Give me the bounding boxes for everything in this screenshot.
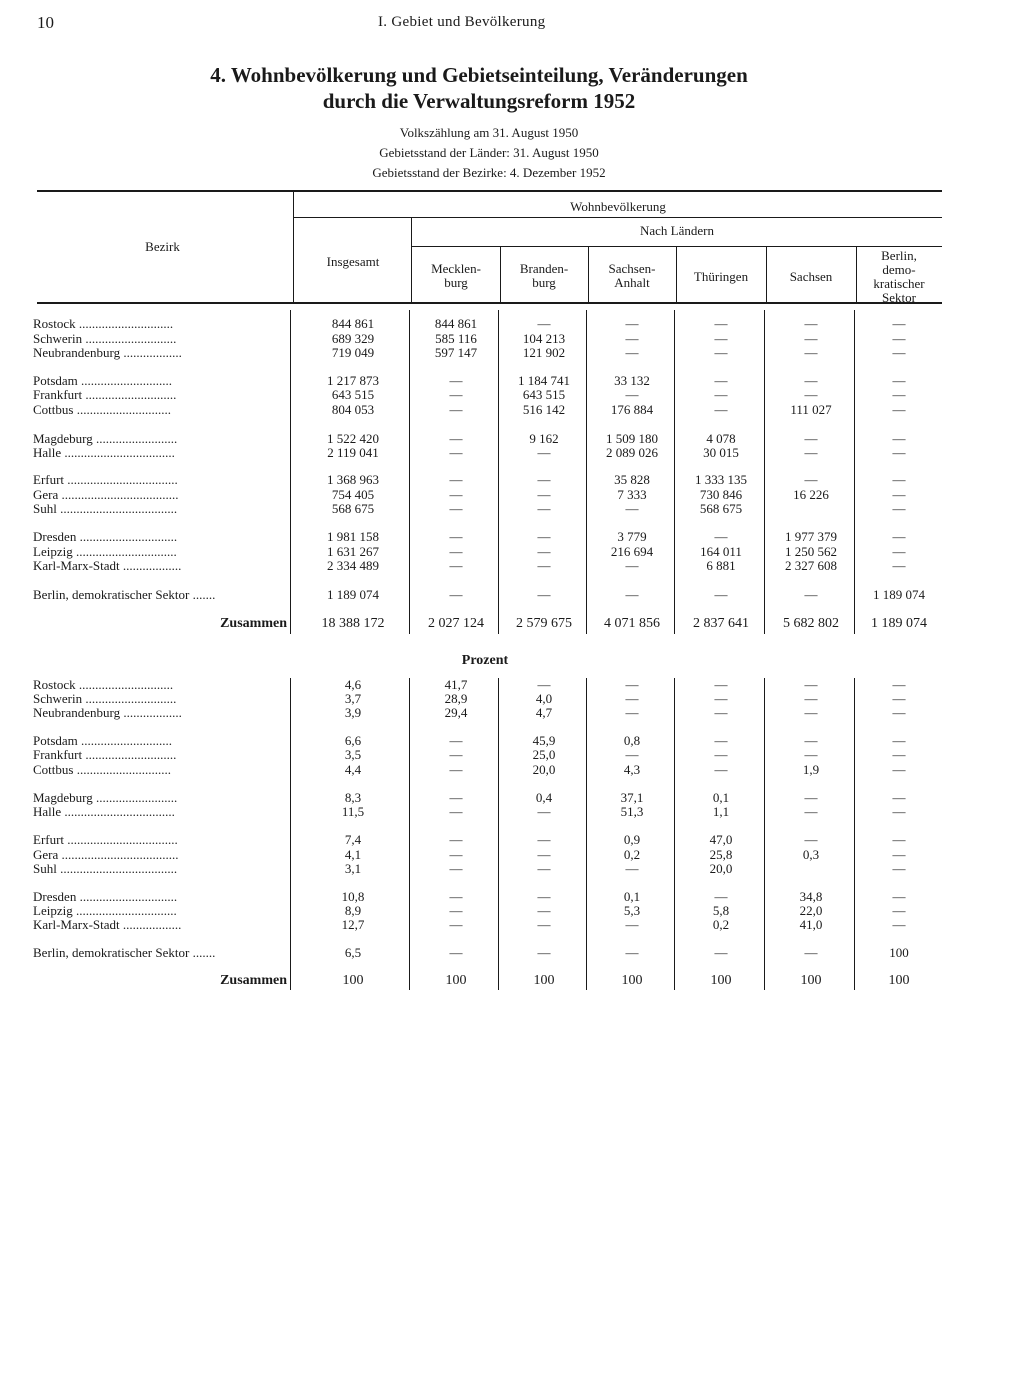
percent-cell-thueringen: 47,0 (709, 832, 733, 847)
percent-cell-thueringen: — (714, 945, 728, 960)
absolute-cell-mecklenburg: 597 147 (434, 345, 478, 360)
absolute-cell-insgesamt: 643 515 (331, 387, 375, 402)
percent-cell-insgesamt: 3,1 (344, 861, 362, 876)
absolute-cell-thueringen: — (714, 587, 728, 602)
absolute-cell-berlin: — (892, 472, 906, 487)
table-title-line-1: 4. Wohnbevölkerung und Gebietseinteilung, Veränderungen (210, 63, 748, 87)
percent-cell-insgesamt: 6,5 (344, 945, 362, 960)
absolute-total-thueringen: 2 837 641 (693, 616, 749, 631)
absolute-row-label: Halle .................................. (33, 446, 175, 460)
percent-row-label: Berlin, demokratischer Sektor ....... (33, 946, 216, 960)
absolute-row-label: Schwerin ............................ (33, 332, 177, 346)
absolute-total-insgesamt: 18 388 172 (321, 616, 385, 631)
absolute-cell-berlin: — (892, 487, 906, 502)
absolute-total-mecklenburg: 2 027 124 (428, 616, 484, 631)
percent-cell-thueringen: — (714, 747, 728, 762)
percent-cell-brandenburg: — (537, 889, 551, 904)
percent-cell-mecklenburg: — (449, 861, 463, 876)
header-nach-laendern: Nach Ländern (640, 223, 714, 238)
header-col-insgesamt: Insgesamt (326, 254, 380, 269)
absolute-row-label: Neubrandenburg .................. (33, 346, 182, 360)
absolute-cell-mecklenburg: 585 116 (435, 331, 477, 346)
header-wohnbevoelkerung: Wohnbevölkerung (570, 199, 666, 214)
percent-row-label: Erfurt .................................. (33, 833, 178, 847)
header-bottom-rule (37, 302, 942, 304)
absolute-cell-berlin: — (892, 345, 906, 360)
percent-row-label: Frankfurt ............................ (33, 748, 177, 762)
percent-row-label: Magdeburg ......................... (33, 791, 178, 805)
absolute-cell-sachsen-anhalt: — (625, 331, 639, 346)
percent-cell-berlin: — (892, 677, 906, 692)
absolute-cell-sachsen: — (804, 331, 818, 346)
header-bezirk: Bezirk (145, 239, 180, 254)
absolute-cell-thueringen: — (714, 316, 728, 331)
percent-cell-sachsen: — (804, 691, 818, 706)
absolute-cell-brandenburg: 121 902 (522, 345, 566, 360)
absolute-cell-thueringen: 4 078 (706, 431, 736, 446)
percent-total-sachsen-anhalt: 100 (621, 973, 643, 988)
percent-cell-insgesamt: 4,1 (344, 847, 362, 862)
percent-col-divider-0 (290, 678, 291, 990)
absolute-cell-sachsen: 111 027 (790, 402, 832, 417)
absolute-cell-insgesamt: 2 334 489 (327, 558, 379, 573)
percent-cell-sachsen: — (804, 733, 818, 748)
absolute-cell-brandenburg: — (537, 316, 551, 331)
absolute-cell-mecklenburg: — (449, 529, 463, 544)
absolute-cell-brandenburg: — (537, 558, 551, 573)
absolute-cell-mecklenburg: — (449, 431, 463, 446)
absolute-col-divider-0 (290, 310, 291, 634)
absolute-cell-mecklenburg: — (449, 445, 463, 460)
absolute-cell-insgesamt: 568 675 (331, 501, 375, 516)
absolute-cell-brandenburg: 104 213 (522, 331, 566, 346)
header-col-sachsen-anhalt: Sachsen- Anhalt (608, 261, 656, 290)
percent-cell-brandenburg: — (537, 917, 551, 932)
absolute-cell-mecklenburg: — (449, 387, 463, 402)
absolute-cell-thueringen: — (714, 345, 728, 360)
absolute-cell-berlin: — (892, 445, 906, 460)
percent-cell-sachsen-anhalt: 5,3 (623, 903, 641, 918)
percent-cell-insgesamt: 3,9 (344, 705, 362, 720)
percent-cell-sachsen: — (804, 790, 818, 805)
percent-total-berlin: 100 (888, 973, 910, 988)
percent-cell-brandenburg: 4,0 (535, 691, 553, 706)
header-col-brandenburg: Branden- burg (519, 261, 569, 290)
percent-cell-sachsen: — (804, 945, 818, 960)
percent-cell-insgesamt: 3,7 (344, 691, 362, 706)
absolute-cell-sachsen-anhalt: 35 828 (614, 472, 650, 487)
percent-cell-thueringen: — (714, 677, 728, 692)
absolute-cell-sachsen-anhalt: — (625, 501, 639, 516)
absolute-cell-berlin: — (892, 402, 906, 417)
header-col-sachsen: Sachsen (789, 269, 833, 284)
absolute-cell-thueringen: — (714, 402, 728, 417)
wohnbevoelkerung-rule (294, 217, 942, 218)
percent-cell-berlin: — (892, 847, 906, 862)
percent-cell-mecklenburg: — (449, 847, 463, 862)
absolute-cell-sachsen: — (804, 345, 818, 360)
percent-cell-mecklenburg: — (449, 917, 463, 932)
absolute-cell-brandenburg: — (537, 529, 551, 544)
absolute-cell-thueringen: — (714, 373, 728, 388)
percent-cell-berlin: — (892, 903, 906, 918)
percent-cell-mecklenburg: 28,9 (444, 691, 468, 706)
absolute-cell-berlin: — (892, 373, 906, 388)
absolute-cell-brandenburg: — (537, 472, 551, 487)
percent-cell-sachsen: 0,3 (802, 847, 820, 862)
percent-cell-sachsen-anhalt: 0,9 (623, 832, 641, 847)
percent-cell-thueringen: 1,1 (712, 804, 730, 819)
percent-cell-berlin: — (892, 705, 906, 720)
percent-cell-insgesamt: 8,9 (344, 903, 362, 918)
absolute-cell-thueringen: 6 881 (706, 558, 736, 573)
absolute-cell-sachsen-anhalt: — (625, 345, 639, 360)
percent-cell-insgesamt: 11,5 (341, 804, 365, 819)
percent-row-label: Gera .................................... (33, 848, 179, 862)
percent-cell-sachsen-anhalt: — (625, 705, 639, 720)
absolute-row-label: Gera .................................... (33, 488, 179, 502)
percent-total-thueringen: 100 (710, 973, 732, 988)
absolute-cell-brandenburg: 9 162 (529, 431, 559, 446)
running-head: I. Gebiet und Bevölkerung (378, 14, 546, 30)
absolute-row-label: Erfurt .................................. (33, 473, 178, 487)
percent-cell-insgesamt: 8,3 (344, 790, 362, 805)
absolute-cell-sachsen-anhalt: 176 884 (610, 402, 654, 417)
absolute-cell-berlin: — (892, 501, 906, 516)
header-col-berlin: Berlin, demo- kratischer Sektor (873, 248, 925, 305)
absolute-cell-sachsen: 1 977 379 (785, 529, 837, 544)
percent-row-label: Schwerin ............................ (33, 692, 177, 706)
percent-cell-insgesamt: 6,6 (344, 733, 362, 748)
absolute-cell-berlin: — (892, 387, 906, 402)
table-title (0, 62, 958, 114)
percent-section-title: Prozent (461, 653, 509, 668)
absolute-cell-thueringen: 1 333 135 (695, 472, 747, 487)
absolute-cell-sachsen-anhalt: — (625, 387, 639, 402)
percent-row-label: Suhl .................................... (33, 862, 178, 876)
absolute-cell-thueringen: — (714, 331, 728, 346)
percent-cell-brandenburg: — (537, 832, 551, 847)
absolute-cell-insgesamt: 1 189 074 (327, 587, 379, 602)
percent-cell-sachsen-anhalt: — (625, 861, 639, 876)
header-col-mecklenburg: Mecklen- burg (431, 261, 481, 290)
percent-cell-sachsen: — (804, 677, 818, 692)
percent-cell-mecklenburg: — (449, 832, 463, 847)
percent-cell-berlin: — (892, 861, 906, 876)
subtitle-bezirke-status: Gebietsstand der Bezirke: 4. Dezember 1952 (372, 165, 606, 180)
percent-cell-berlin: — (892, 917, 906, 932)
percent-cell-insgesamt: 4,4 (344, 762, 362, 777)
percent-cell-brandenburg: — (537, 847, 551, 862)
absolute-cell-thueringen: 568 675 (699, 501, 743, 516)
percent-cell-sachsen-anhalt: — (625, 747, 639, 762)
absolute-cell-mecklenburg: — (449, 373, 463, 388)
absolute-row-label: Dresden .............................. (33, 530, 178, 544)
percent-cell-sachsen: 34,8 (799, 889, 823, 904)
percent-cell-sachsen-anhalt: — (625, 691, 639, 706)
percent-cell-insgesamt: 4,6 (344, 677, 362, 692)
percent-cell-thueringen: — (714, 705, 728, 720)
absolute-cell-insgesamt: 1 981 158 (327, 529, 379, 544)
absolute-cell-brandenburg: 516 142 (522, 402, 566, 417)
percent-row-label: Dresden .............................. (33, 890, 178, 904)
percent-row-label: Karl-Marx-Stadt .................. (33, 918, 182, 932)
absolute-row-label: Rostock ............................. (33, 317, 174, 331)
absolute-cell-brandenburg: — (537, 587, 551, 602)
absolute-cell-thueringen: — (714, 529, 728, 544)
percent-cell-sachsen: — (804, 747, 818, 762)
absolute-cell-brandenburg: 1 184 741 (518, 373, 570, 388)
percent-cell-mecklenburg: 29,4 (444, 705, 468, 720)
absolute-cell-brandenburg: — (537, 501, 551, 516)
percent-cell-sachsen: — (804, 804, 818, 819)
absolute-cell-sachsen: — (804, 373, 818, 388)
absolute-cell-thueringen: — (714, 387, 728, 402)
percent-cell-berlin: — (892, 790, 906, 805)
absolute-cell-mecklenburg: — (449, 472, 463, 487)
percent-cell-thueringen: — (714, 733, 728, 748)
absolute-cell-sachsen: — (804, 431, 818, 446)
absolute-cell-sachsen: 2 327 608 (785, 558, 837, 573)
percent-cell-insgesamt: 10,8 (341, 889, 365, 904)
percent-row-label: Leipzig ............................... (33, 904, 177, 918)
absolute-cell-mecklenburg: — (449, 487, 463, 502)
absolute-cell-berlin: — (892, 544, 906, 559)
absolute-cell-thueringen: 164 011 (700, 544, 742, 559)
percent-cell-mecklenburg: — (449, 790, 463, 805)
percent-cell-berlin: 100 (889, 945, 909, 960)
percent-cell-sachsen: — (804, 832, 818, 847)
percent-cell-brandenburg: — (537, 945, 551, 960)
absolute-cell-sachsen-anhalt: 2 089 026 (606, 445, 658, 460)
percent-cell-brandenburg: — (537, 804, 551, 819)
percent-cell-sachsen-anhalt: — (625, 945, 639, 960)
absolute-row-label: Frankfurt ............................ (33, 388, 177, 402)
percent-cell-mecklenburg: — (449, 733, 463, 748)
page-number: 10 (37, 13, 54, 32)
percent-cell-mecklenburg: — (449, 945, 463, 960)
absolute-cell-sachsen: — (804, 472, 818, 487)
absolute-cell-sachsen-anhalt: 1 509 180 (606, 431, 658, 446)
absolute-cell-sachsen-anhalt: 3 779 (617, 529, 647, 544)
percent-cell-sachsen: 41,0 (799, 917, 823, 932)
absolute-cell-berlin: — (892, 316, 906, 331)
absolute-cell-berlin: 1 189 074 (873, 587, 925, 602)
absolute-cell-insgesamt: 1 522 420 (327, 431, 379, 446)
absolute-row-label: Leipzig ............................... (33, 545, 177, 559)
percent-cell-berlin: — (892, 762, 906, 777)
absolute-cell-insgesamt: 2 119 041 (327, 445, 379, 460)
absolute-cell-insgesamt: 804 053 (331, 402, 375, 417)
absolute-cell-mecklenburg: 844 861 (434, 316, 478, 331)
percent-cell-sachsen-anhalt: — (625, 917, 639, 932)
percent-cell-brandenburg: — (537, 861, 551, 876)
percent-total-label: Zusammen (220, 973, 287, 988)
absolute-cell-mecklenburg: — (449, 587, 463, 602)
table-subtitles (0, 123, 978, 183)
absolute-cell-thueringen: 30 015 (703, 445, 739, 460)
percent-cell-berlin: — (892, 889, 906, 904)
percent-cell-sachsen-anhalt: 51,3 (620, 804, 644, 819)
percent-cell-brandenburg: — (537, 677, 551, 692)
percent-row-label: Neubrandenburg .................. (33, 706, 182, 720)
percent-row-label: Rostock ............................. (33, 678, 174, 692)
percent-cell-insgesamt: 3,5 (344, 747, 362, 762)
percent-cell-mecklenburg: 41,7 (444, 677, 468, 692)
percent-cell-brandenburg: 4,7 (535, 705, 553, 720)
percent-cell-sachsen-anhalt: 0,2 (623, 847, 641, 862)
absolute-total-sachsen-anhalt: 4 071 856 (604, 616, 660, 631)
percent-row-label: Halle .................................. (33, 805, 175, 819)
absolute-cell-brandenburg: — (537, 487, 551, 502)
percent-cell-mecklenburg: — (449, 804, 463, 819)
absolute-cell-sachsen-anhalt: 216 694 (610, 544, 654, 559)
percent-cell-brandenburg: 25,0 (532, 747, 556, 762)
percent-cell-brandenburg: 45,9 (532, 733, 556, 748)
percent-cell-thueringen: — (714, 889, 728, 904)
percent-cell-sachsen-anhalt: 0,8 (623, 733, 641, 748)
percent-row-label: Potsdam ............................ (33, 734, 173, 748)
absolute-cell-berlin: — (892, 331, 906, 346)
percent-row-label: Cottbus ............................. (33, 763, 171, 777)
absolute-total-sachsen: 5 682 802 (783, 616, 839, 631)
absolute-row-label: Magdeburg ......................... (33, 432, 178, 446)
absolute-cell-sachsen-anhalt: 33 132 (614, 373, 650, 388)
percent-cell-brandenburg: 0,4 (535, 790, 553, 805)
absolute-row-label: Karl-Marx-Stadt .................. (33, 559, 182, 573)
percent-total-sachsen: 100 (800, 973, 822, 988)
absolute-cell-brandenburg: — (537, 544, 551, 559)
percent-cell-thueringen: 25,8 (709, 847, 733, 862)
header-top-rule (37, 190, 942, 192)
percent-cell-sachsen-anhalt: 0,1 (623, 889, 641, 904)
absolute-cell-insgesamt: 844 861 (331, 316, 375, 331)
absolute-cell-sachsen: — (804, 387, 818, 402)
percent-cell-berlin: — (892, 804, 906, 819)
absolute-cell-mecklenburg: — (449, 501, 463, 516)
percent-cell-thueringen: — (714, 691, 728, 706)
absolute-cell-sachsen: 1 250 562 (785, 544, 837, 559)
percent-cell-mecklenburg: — (449, 762, 463, 777)
absolute-row-label: Potsdam ............................ (33, 374, 173, 388)
percent-cell-thueringen: 5,8 (712, 903, 730, 918)
absolute-cell-berlin: — (892, 558, 906, 573)
percent-cell-mecklenburg: — (449, 903, 463, 918)
percent-cell-berlin: — (892, 747, 906, 762)
percent-cell-brandenburg: — (537, 903, 551, 918)
absolute-cell-insgesamt: 1 217 873 (327, 373, 379, 388)
absolute-cell-berlin: — (892, 529, 906, 544)
absolute-cell-insgesamt: 754 405 (331, 487, 375, 502)
absolute-cell-insgesamt: 1 368 963 (327, 472, 379, 487)
absolute-cell-sachsen-anhalt: — (625, 316, 639, 331)
percent-total-brandenburg: 100 (533, 973, 555, 988)
absolute-cell-mecklenburg: — (449, 544, 463, 559)
percent-cell-berlin: — (892, 733, 906, 748)
absolute-cell-sachsen-anhalt: — (625, 558, 639, 573)
percent-cell-sachsen: — (804, 705, 818, 720)
absolute-cell-insgesamt: 689 329 (331, 331, 375, 346)
percent-cell-sachsen-anhalt: 4,3 (623, 762, 641, 777)
absolute-total-label: Zusammen (220, 616, 287, 631)
percent-cell-thueringen: 20,0 (709, 861, 733, 876)
percent-cell-sachsen-anhalt: — (625, 677, 639, 692)
absolute-cell-sachsen-anhalt: 7 333 (617, 487, 647, 502)
nach-laendern-rule (412, 246, 942, 247)
percent-cell-sachsen: 1,9 (802, 762, 820, 777)
percent-cell-sachsen: 22,0 (799, 903, 823, 918)
absolute-total-brandenburg: 2 579 675 (516, 616, 572, 631)
absolute-cell-sachsen: — (804, 587, 818, 602)
table-title-line-2: durch die Verwaltungsreform 1952 (322, 89, 636, 113)
percent-cell-berlin: — (892, 691, 906, 706)
absolute-cell-sachsen: 16 226 (793, 487, 829, 502)
absolute-cell-sachsen-anhalt: — (625, 587, 639, 602)
absolute-cell-berlin: — (892, 431, 906, 446)
percent-total-mecklenburg: 100 (445, 973, 467, 988)
absolute-cell-insgesamt: 1 631 267 (327, 544, 379, 559)
absolute-cell-sachsen: — (804, 445, 818, 460)
absolute-cell-mecklenburg: — (449, 558, 463, 573)
subtitle-census: Volkszählung am 31. August 1950 (399, 125, 579, 140)
percent-cell-berlin: — (892, 832, 906, 847)
percent-cell-insgesamt: 7,4 (344, 832, 362, 847)
absolute-cell-mecklenburg: — (449, 402, 463, 417)
absolute-total-berlin: 1 189 074 (871, 616, 927, 631)
percent-cell-thueringen: 0,1 (712, 790, 730, 805)
percent-cell-mecklenburg: — (449, 747, 463, 762)
header-col-thueringen: Thüringen (693, 269, 749, 284)
absolute-cell-sachsen: — (804, 316, 818, 331)
absolute-row-label: Cottbus ............................. (33, 403, 171, 417)
absolute-cell-insgesamt: 719 049 (331, 345, 375, 360)
percent-total-insgesamt: 100 (342, 973, 364, 988)
subtitle-laender-status: Gebietsstand der Länder: 31. August 1950 (379, 145, 599, 160)
absolute-cell-brandenburg: — (537, 445, 551, 460)
percent-cell-sachsen-anhalt: 37,1 (620, 790, 644, 805)
percent-cell-thueringen: 0,2 (712, 917, 730, 932)
absolute-cell-brandenburg: 643 515 (522, 387, 566, 402)
absolute-row-label: Suhl .................................... (33, 502, 178, 516)
percent-cell-thueringen: — (714, 762, 728, 777)
percent-cell-insgesamt: 12,7 (341, 917, 365, 932)
absolute-row-label: Berlin, demokratischer Sektor ....... (33, 588, 216, 602)
percent-cell-brandenburg: 20,0 (532, 762, 556, 777)
absolute-cell-thueringen: 730 846 (699, 487, 743, 502)
percent-cell-mecklenburg: — (449, 889, 463, 904)
